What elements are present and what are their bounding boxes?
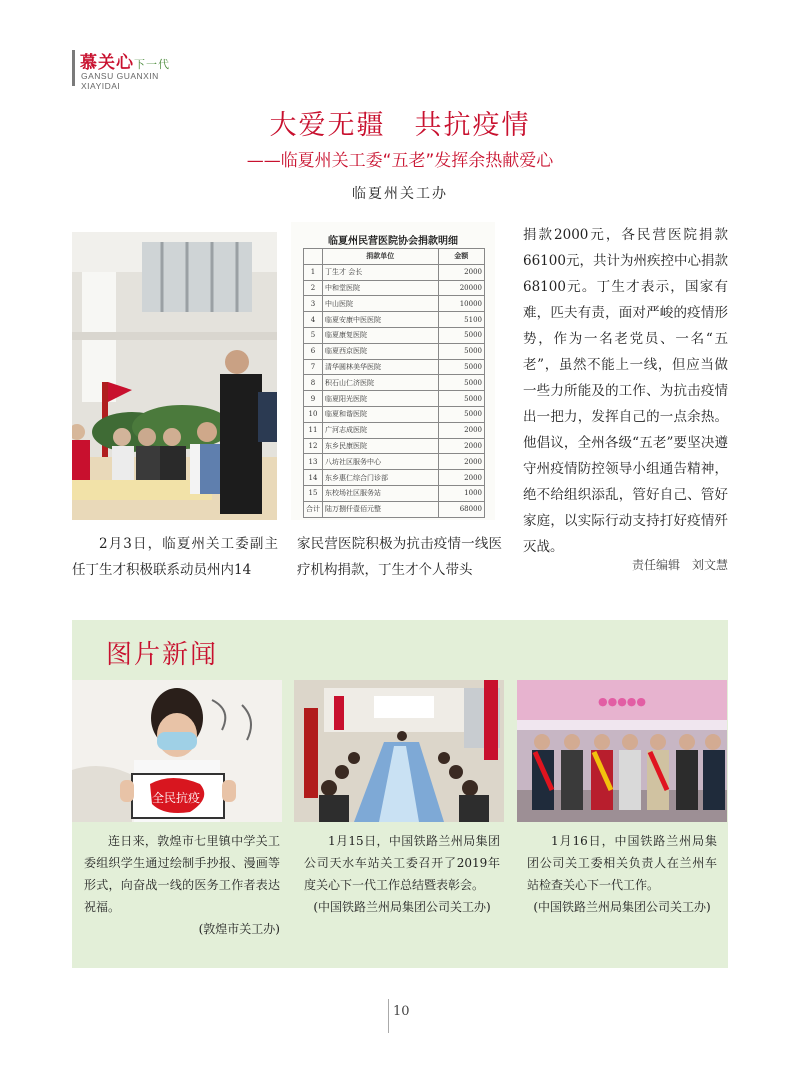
photo-news-caption-3 [527, 830, 717, 918]
donation-row-unit: 东校场社区服务站 [323, 485, 439, 501]
donation-row [304, 280, 485, 296]
photo-caption-part2: 家民营医院积极为抗击疫情一线医疗机构捐款，丁生才个人带头 [297, 536, 502, 578]
editor-label: 责任编辑 [631, 558, 680, 572]
editor-name: 刘文慧 [691, 558, 728, 572]
station-inspection-photo [517, 680, 727, 822]
donation-row-index: 5 [304, 327, 323, 343]
poster-text: 全民抗疫 [151, 791, 201, 805]
donation-row-unit: 临夏西京医院 [323, 343, 439, 359]
donation-row [304, 406, 485, 422]
donation-row-unit: 临夏康复医院 [323, 327, 439, 343]
meeting-table-photo [294, 680, 504, 822]
donation-row-amount: 5000 [438, 327, 484, 343]
donation-row-unit: 东乡民康医院 [323, 438, 439, 454]
photo-news-title: 图片新闻 [106, 640, 219, 670]
donation-row-amount: 20000 [438, 280, 484, 296]
meeting-photo-illustration [72, 232, 277, 520]
donation-col-amount: 金额 [438, 249, 484, 265]
photo-news-caption-3-text: 1月16日，中国铁路兰州局集团公司关工委相关负责人在兰州车站检查关心下一代工作。 [527, 834, 717, 892]
donation-row-amount: 5000 [438, 391, 484, 407]
page-number-divider [388, 999, 389, 1033]
donation-row-unit: 中和堂医院 [323, 280, 439, 296]
logo-bar [72, 50, 75, 86]
donation-row-index: 8 [304, 375, 323, 391]
photo-news-caption-1-text: 连日来，敦煌市七里镇中学关工委组织学生通过绘制手抄报、漫画等形式，向奋战一线的医务工作者表达祝福。 [84, 834, 280, 914]
donation-row-unit: 中山医院 [323, 296, 439, 312]
donation-row-index: 4 [304, 312, 323, 328]
responsible-editor [560, 556, 728, 573]
donation-row-index: 15 [304, 485, 323, 501]
donation-document-title: 临夏州民营医院协会捐款明细 [328, 236, 458, 247]
station-inspection-illustration [517, 680, 727, 822]
donation-row-amount: 10000 [438, 296, 484, 312]
donation-row-unit: 临夏安康中医医院 [323, 312, 439, 328]
donation-row-amount: 2000 [438, 422, 484, 438]
donation-row-index: 10 [304, 406, 323, 422]
donation-row-amount: 1000 [438, 485, 484, 501]
donation-row-index: 2 [304, 280, 323, 296]
magazine-logo [72, 44, 192, 94]
donation-row [304, 501, 485, 517]
donation-row-unit: 广河志成医院 [323, 422, 439, 438]
logo-main-text [80, 48, 170, 73]
donation-row-amount: 5000 [438, 343, 484, 359]
logo-pinyin-line1: GANSU GUANXIN [81, 71, 159, 81]
donation-row [304, 422, 485, 438]
donation-row-unit: 清华圆林美华医院 [323, 359, 439, 375]
logo-title: 慕关心 [80, 53, 134, 73]
donation-row-amount: 5000 [438, 359, 484, 375]
meeting-photo [72, 232, 277, 520]
donation-row-amount: 2000 [438, 264, 484, 280]
donation-row [304, 343, 485, 359]
donation-row-unit: 八坊社区服务中心 [323, 454, 439, 470]
photo-news-caption-2-text: 1月15日，中国铁路兰州局集团公司天水车站关工委召开了2019年度关心下一代工作总结暨表彰会。 [304, 834, 500, 892]
donation-row [304, 454, 485, 470]
donation-row-index: 6 [304, 343, 323, 359]
meeting-table-illustration [294, 680, 504, 822]
donation-row-index: 合计 [304, 501, 323, 517]
donation-row-unit: 积石山仁济医院 [323, 375, 439, 391]
student-poster-illustration [72, 680, 282, 822]
article-subtitle: ——临夏州关工委“五老”发挥余热献爱心 [246, 151, 554, 171]
photo-news-caption-1-source: (敦煌市关工办) [198, 922, 280, 936]
donation-row-unit: 临夏阳光医院 [323, 391, 439, 407]
donation-row-index: 7 [304, 359, 323, 375]
donation-row [304, 264, 485, 280]
donation-row-amount: 5100 [438, 312, 484, 328]
donation-row-amount: 2000 [438, 454, 484, 470]
page-number: 10 [393, 1004, 410, 1019]
donation-col-unit: 捐款单位 [323, 249, 439, 265]
donation-row-index: 12 [304, 438, 323, 454]
donation-col-index [304, 249, 323, 265]
photo-news-section [72, 620, 728, 968]
logo-pinyin-line2: XIAYIDAI [81, 81, 121, 91]
donation-row-amount: 5000 [438, 406, 484, 422]
donation-row-unit: 丁生才 会长 [323, 264, 439, 280]
logo-small-text: 下一代 [134, 58, 170, 71]
donation-row-amount: 68000 [438, 501, 484, 517]
donation-row-index: 1 [304, 264, 323, 280]
donation-row-unit: 临夏和谐医院 [323, 406, 439, 422]
donation-row [304, 438, 485, 454]
donation-row [304, 312, 485, 328]
donation-row-index: 9 [304, 391, 323, 407]
donation-row-unit: 东乡惠仁综合门诊部 [323, 470, 439, 486]
article-title: 大爱无疆 共抗疫情 [269, 110, 531, 141]
donation-row-index: 13 [304, 454, 323, 470]
article-byline: 临夏州关工办 [352, 186, 448, 202]
donation-row [304, 485, 485, 501]
donation-row [304, 296, 485, 312]
photo-news-caption-1 [84, 830, 280, 940]
photo-news-caption-3-source: (中国铁路兰州局集团公司关工办) [533, 900, 711, 914]
photo-caption-part1: 2月3日，临夏州关工委副主任丁生才积极联系动员州内14 [72, 536, 278, 578]
donation-row-unit: 陆万捌仟壹佰元整 [323, 501, 439, 517]
donation-row-amount: 2000 [438, 438, 484, 454]
svg-text:●●●●●: ●●●●● [598, 695, 646, 708]
donation-row [304, 391, 485, 407]
donation-table-header [304, 249, 485, 265]
donation-row [304, 470, 485, 486]
donation-row-index: 14 [304, 470, 323, 486]
article-body: 捐款2000元，各民营医院捐款66100元，共计为州疾控中心捐款68100元。丁生才表示，国家有难，匹夫有责，面对严峻的疫情形势，作为一名老党员、一名“五老”，虽然不能上一线，但应当做一些力所能及的工作、为抗击疫情出一把力，发挥自己的一点余热。他倡议，全州各级“五老”要坚决遵守州疫情防控领导小组通告精神，绝不给组织添乱，管好自己、管好家庭，以实际行动支持打好疫情歼灭战。 [523, 227, 728, 555]
donation-row-index: 3 [304, 296, 323, 312]
student-poster-photo [72, 680, 282, 822]
photo-news-caption-2-source: (中国铁路兰州局集团公司关工办) [313, 900, 491, 914]
photo-news-caption-2 [304, 830, 500, 918]
donation-list-document [291, 222, 495, 520]
donation-row-amount: 5000 [438, 375, 484, 391]
donation-table [303, 248, 485, 518]
donation-row [304, 375, 485, 391]
donation-row [304, 327, 485, 343]
donation-row-amount: 2000 [438, 470, 484, 486]
donation-row [304, 359, 485, 375]
donation-row-index: 11 [304, 422, 323, 438]
